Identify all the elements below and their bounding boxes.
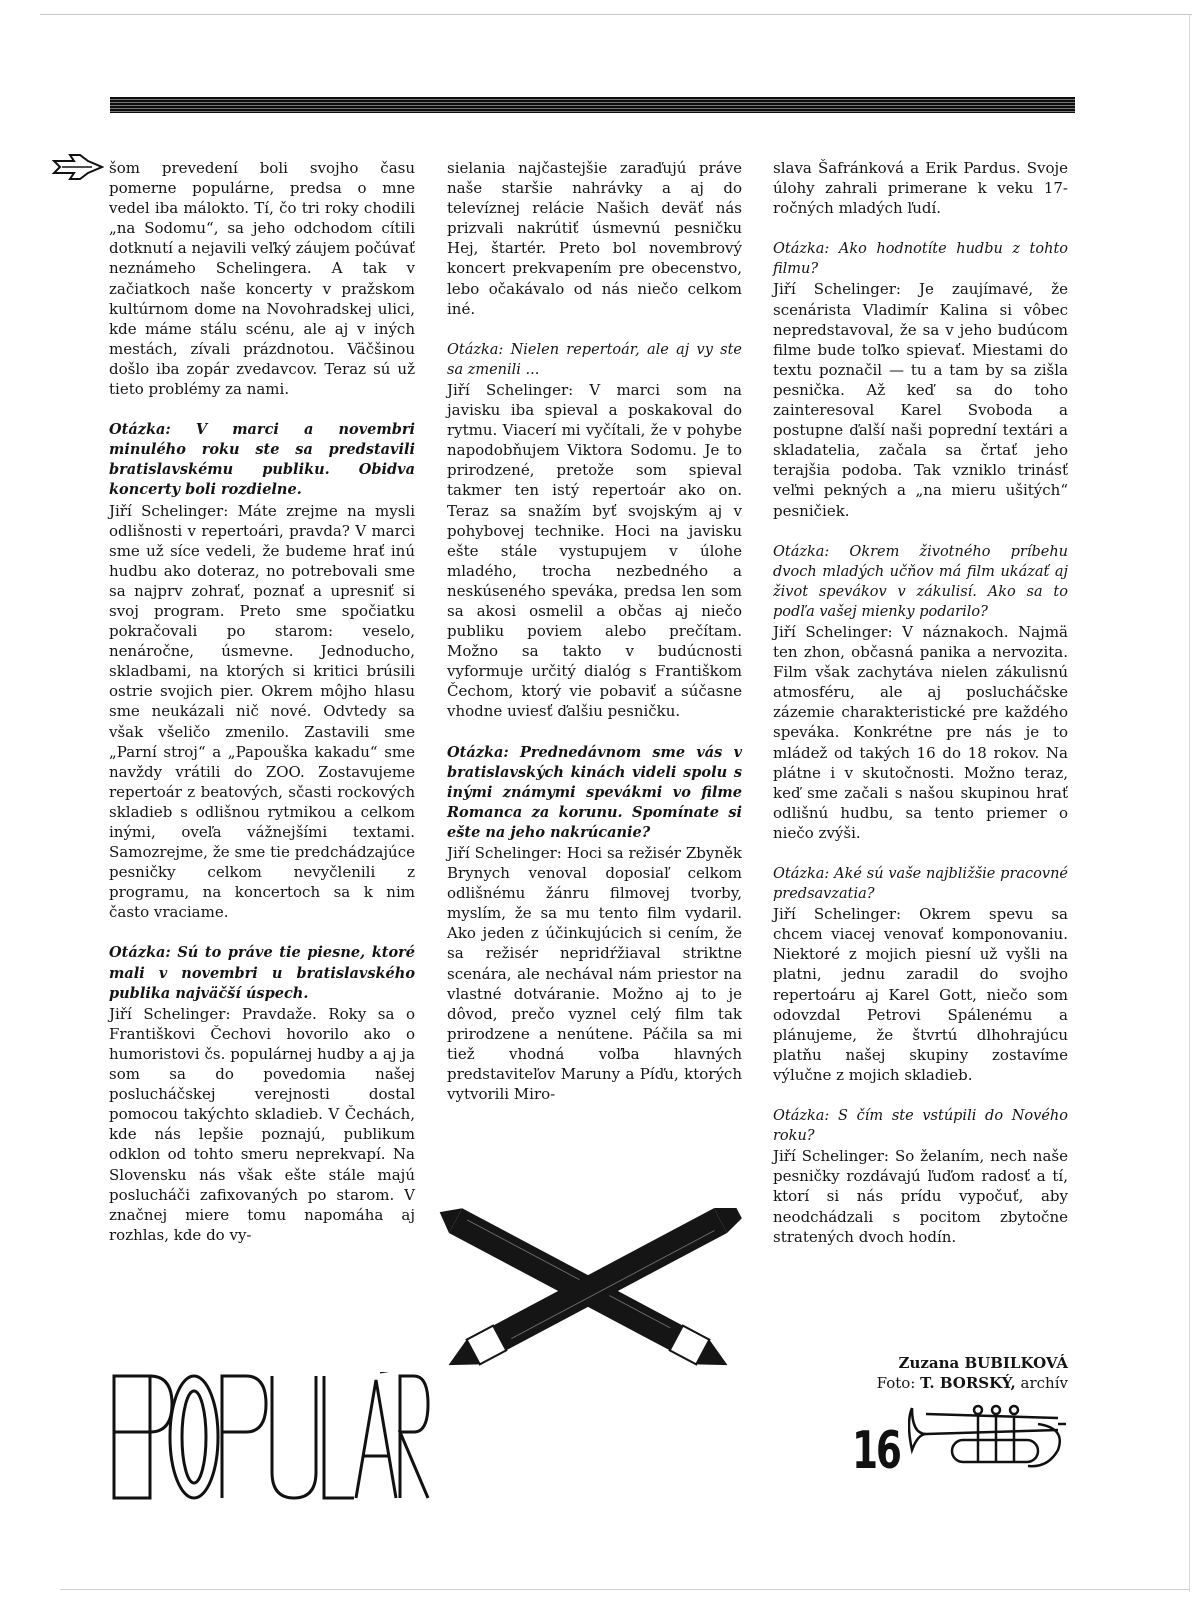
article-column-2 <box>447 158 742 1104</box>
trumpet-icon <box>908 1400 1068 1480</box>
article-column-3 <box>773 158 1068 1247</box>
crossed-pens-illustration <box>428 1208 748 1374</box>
interview-answer: Jiří Schelinger: So želaním, nech naše pesničky rozdávajú ľuďom radosť a tí, ktorí si nás prídu vypočuť, aby neodchádzali s pocitom zbytočne stratených dvoch hodín. <box>773 1147 1068 1246</box>
interview-question: Otázka: Aké sú vaše najbližšie pracovné predsavzatia? <box>773 866 1068 903</box>
header-rule <box>110 97 1075 113</box>
article-credits <box>773 1353 1068 1393</box>
interview-question: Otázka: Okrem životného príbehu dvoch mladých učňov má film ukázať aj život spevákov v zákulisí. Ako sa to podľa vašej mienky podarilo? <box>773 543 1068 620</box>
interview-answer: Jiří Schelinger: V marci som na javisku iba spieval a poskakoval do rytmu. Viacerí mi vyčítali, že v pohybe napodobňujem Viktora Sodomu. Je to prirodzené, pretože som spieval takmer ten istý repertoár ako on. Teraz sa snažím byť svojským aj v pohybovej technike. Hoci na javisku ešte stále vystupujem v úlohe mladého, trocha nezbedného a neskúseného speváka, predsa len som sa akosi osmelil a občas aj niečo publiku poviem alebo prečítam. Možno sa takto v budúcnosti vyformuje určitý dialóg s Františkom Čechom, ktorý vie pobaviť a súčasne vhodne uviesť ďalšiu pesničku. <box>447 380 742 721</box>
interview-question: Otázka: Prednedávnom sme vás v bratislavských kinách videli spolu s inými známymi spevákmi vo filme Romanca za korunu. Spomínate si ešte na jeho nakrúcanie? <box>447 743 742 841</box>
interview-answer: Jiří Schelinger: Je zaujímavé, že scenárista Vladimír Kalina si vôbec nepredstavoval, že sa v jeho budúcom filme bude toľko spievať. Miestami do textu poznačil — tu a tam by sa zišla pesnička. Až keď sa do toho zainteresoval Karel Svoboda a postupne ďalší naši poprední textári a skladatelia, začala sa črtať jeho terajšia podoba. Tak vzniklo trinásť veľmi pekných a „na mieru ušitých“ pesničiek. <box>773 280 1068 520</box>
article-paragraph: slava Šafránková a Erik Pardus. Svoje úlohy zahrali primerane k veku 17-ročných mladých ľudí. <box>773 159 1068 218</box>
article-paragraph: šom prevedení boli svojho času pomerne populárne, predsa o mne vedel iba málokto. Tí, čo tri roky chodili „na Sodomu“, sa jeho odchodom cítili dotknutí a nejavili veľký záujem počúvať neznámeho Schelingera. A tak v začiatkoch naše koncerty v pražskom kultúrnom dome na Novohradskej ulici, kde máme stálu scénu, ale aj v iných mestách, zívali prázdnotou. Väčšinou došlo iba zopár zvedavcov. Teraz sú už tieto problémy za nami. <box>109 159 415 399</box>
photo-source: archív <box>1020 1374 1068 1392</box>
interview-answer: Jiří Schelinger: Okrem spevu sa chcem viacej venovať komponovaniu. Niektoré z mojich piesní už vyšli na platni, jednu zaradil do svojho repertoáru aj Karel Gott, niečo som odovzdal Petrovi Spálenému a plánujeme, že štvrtú dlhohrajúcu platňu našej skupiny zostavíme výlučne z mojich skladieb. <box>773 905 1068 1084</box>
interview-question: Otázka: Ako hodnotíte hudbu z tohto filmu? <box>773 241 1068 278</box>
interview-question: Otázka: S čím ste vstúpili do Nového roku? <box>773 1108 1068 1145</box>
populár-logo <box>110 1372 430 1502</box>
interview-answer: Jiří Schelinger: Pravdaže. Roky sa o Františkovi Čechovi hovorilo ako o humoristovi čs. populárnej hudby a aj ja som sa do povedomia našej poslucháčskej verejnosti dostal pomocou takýchto skladieb. V Čechách, kde nás lepšie poznajú, publikum odklon od tohto smeru neprekvapí. Na Slovensku nás však ešte stále majú poslucháči zafixovaných po starom. V značnej miere tomu napomáha aj rozhlas, kde do vy- <box>109 1004 415 1244</box>
interview-answer: Jiří Schelinger: Hoci sa režisér Zbyněk Brynych venoval doposiaľ celkom odlišnému žánru filmovej tvorby, myslím, že sa mu tento film vydaril. Ako jeden z účinkujúcich si cením, že sa režisér nepridŕžiaval striktne scenára, ale nechával nám priestor na vlastné dotváranie. Možno aj to je dôvod, prečo vyznel celý film tak prirodzene a nenútene. Páčila sa mi tiež vhodná voľba hlavných predstaviteľov Maruny a Píďu, ktorých vytvorili Miro- <box>447 844 742 1104</box>
interview-question: Otázka: Sú to práve tie piesne, ktoré mali v novembri u bratislavského publika najväčší úspech. <box>109 944 415 1002</box>
page-edge <box>60 1589 1190 1590</box>
continuation-arrow-icon <box>52 152 104 182</box>
interview-answer: Jiří Schelinger: Máte zrejme na mysli odlišnosti v repertoári, pravda? V marci sme už síce vedeli, že budeme hrať inú hudbu ako doteraz, no potrebovali sme sa najprv zohrať, poznať a upresniť si svoj program. Preto sme spočiatku pokračovali po starom: veselo, nenáročne, úsmevne. Jednoducho, skladbami, na ktorých si kritici brúsili ostrie svojich pier. Okrem môjho hlasu sme neukázali nič nové. Odvtedy sa však všeličo zmenilo. Zastavili sme „Parní stroj“ a „Papouška kakadu“ sme navždy vrátili do ZOO. Zostavujeme repertoár z beatových, sčasti rockových skladieb s odlišnou rytmikou a celkom inými, oveľa vážnejšími textami. Samozrejme, že sme tie predchádzajúce pesničky celkom nevyčlenili z programu, na koncertoch sa k nim často vraciame. <box>109 501 415 922</box>
page-number: 16 <box>852 1421 900 1481</box>
populár-logo-text: POPULÁR <box>270 1500 276 1501</box>
interview-question: Otázka: V marci a novembri minulého roku ste sa predstavili bratislavskému publiku. Obidva koncerty boli rozdielne. <box>109 421 415 499</box>
author-name: Zuzana BUBILKOVÁ <box>898 1354 1068 1372</box>
article-column-1 <box>109 158 415 1245</box>
page-edge <box>40 14 1192 15</box>
page-edge <box>1189 14 1190 1592</box>
photo-label: Foto: <box>876 1374 916 1392</box>
photographer-name: T. BORSKÝ, <box>920 1374 1016 1392</box>
article-paragraph: sielania najčastejšie zaraďujú práve naše staršie nahrávky a aj do televíznej relácie Našich deväť nás prizvali nakrútiť úsmevnú pesničku Hej, štartér. Preto bol novembrový koncert prekvapením pre obecenstvo, lebo očakávalo od nás niečo celkom iné. <box>447 159 742 318</box>
interview-answer: Jiří Schelinger: V náznakoch. Najmä ten zhon, občasná panika a nervozita. Film však zachytáva nielen zákulisnú atmosféru, ale aj poslucháčske zázemie charakteristické pre každého speváka. Konkrétne pre nás je to mládež od takých 16 do 18 rokov. Na plátne i v skutočnosti. Možno teraz, keď sme začali s našou skupinou hrať odlišnú hudbu, sa tento priemer o niečo zvýši. <box>773 622 1068 842</box>
interview-question: Otázka: Nielen repertoár, ale aj vy ste sa zmenili ... <box>447 341 742 378</box>
